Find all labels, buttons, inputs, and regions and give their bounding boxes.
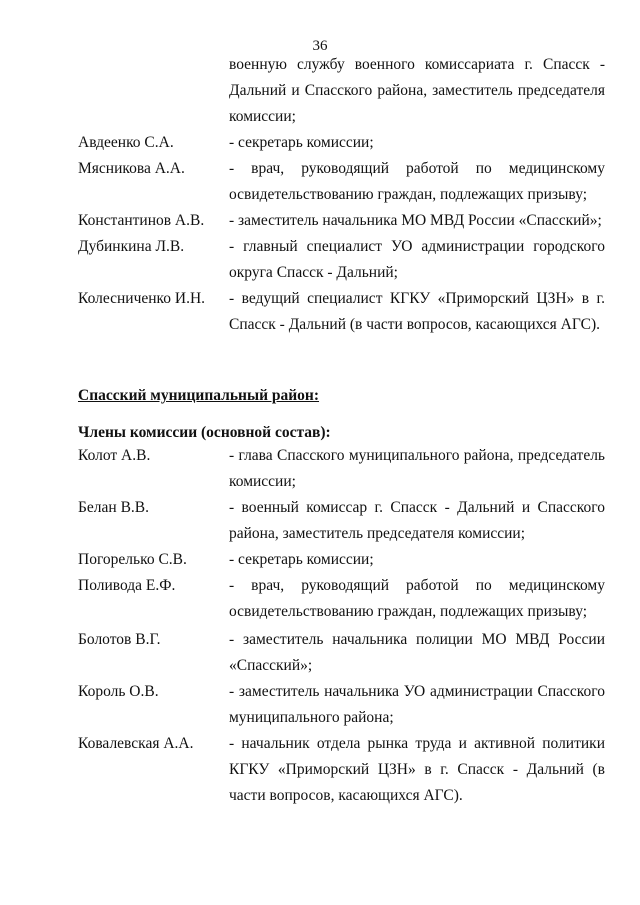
member-name: Поливода Е.Ф. — [78, 577, 176, 594]
member-role: - заместитель начальника УО администрации Спасского муниципального района; — [229, 683, 605, 726]
member-role: - заместитель начальника МО МВД России «Спасский»; — [229, 212, 602, 229]
member-role: - заместитель начальника полиции МО МВД России «Спасский»; — [229, 631, 605, 674]
member-name: Колот А.В. — [78, 447, 151, 464]
member-name: Болотов В.Г. — [78, 631, 161, 648]
member-role: военную службу военного комиссариата г. Спасск - Дальний и Спасского района, заместитель председателя комиссии; — [229, 56, 605, 125]
page-number: 36 — [312, 38, 328, 54]
member-role: - врач, руководящий работой по медицинскому освидетельствованию граждан, подлежащих призыву; — [229, 160, 605, 203]
member-role: - начальник отдела рынка труда и активной политики КГКУ «Приморский ЦЗН» в г. Спасск - Дальний (в части вопросов, касающихся АГС). — [229, 735, 605, 804]
member-name: Ковалевская А.А. — [78, 735, 194, 752]
member-name: Константинов А.В. — [78, 212, 205, 229]
member-role: - секретарь комиссии; — [229, 551, 374, 568]
member-name: Дубинкина Л.В. — [78, 238, 185, 255]
member-role: - военный комиссар г. Спасск - Дальний и Спасского района, заместитель председателя комиссии; — [229, 499, 605, 542]
member-role: - глава Спасского муниципального района, председатель комиссии; — [229, 447, 605, 490]
member-role: - главный специалист УО администрации городского округа Спасск - Дальний; — [229, 238, 605, 281]
member-role: - ведущий специалист КГКУ «Приморский ЦЗН» в г. Спасск - Дальний (в части вопросов, касающихся АГС). — [229, 290, 605, 333]
member-role: - врач, руководящий работой по медицинскому освидетельствованию граждан, подлежащих призыву; — [229, 577, 605, 620]
member-name: Погорелько С.В. — [78, 551, 187, 568]
member-name: Белан В.В. — [78, 499, 149, 516]
section-title: Спасский муниципальный район: — [78, 387, 320, 404]
member-role: - секретарь комиссии; — [229, 134, 374, 151]
member-name: Колесниченко И.Н. — [78, 290, 206, 307]
member-name: Мясникова А.А. — [78, 160, 185, 177]
member-name: Авдеенко С.А. — [78, 134, 174, 151]
member-name: Король О.В. — [78, 683, 159, 700]
subsection-title: Члены комиссии (основной состав): — [78, 424, 331, 441]
